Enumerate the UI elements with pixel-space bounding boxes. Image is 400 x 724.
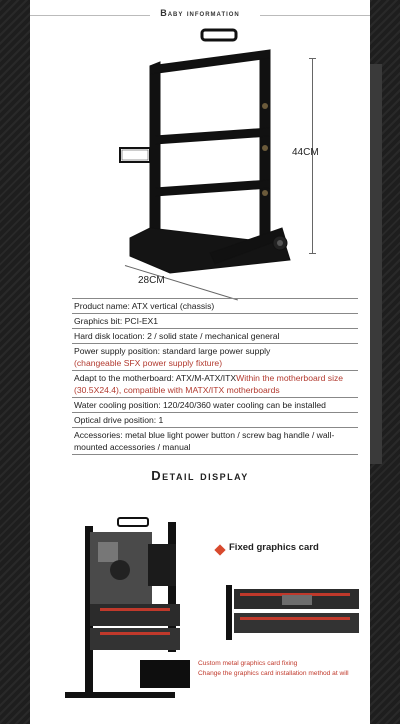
right-scroll-bar — [370, 64, 382, 464]
graphics-card-closeup-photo — [222, 585, 367, 640]
spec-row — [72, 371, 358, 398]
header-rule-right — [260, 15, 370, 16]
open-frame-rack-image — [110, 28, 320, 288]
spec-row — [72, 329, 358, 344]
height-dimension-label: 44CM — [292, 147, 319, 158]
assembled-rig-photo — [60, 512, 205, 702]
spec-text: Optical drive position: 1 — [74, 415, 164, 425]
bullet-diamond-icon — [214, 544, 225, 555]
section-header — [30, 8, 370, 22]
spec-row — [72, 413, 358, 428]
spec-text: Product name: ATX vertical (chassis) — [74, 301, 215, 311]
detail-section-title: Detail display — [151, 468, 249, 483]
spec-row — [72, 298, 358, 314]
spec-row — [72, 344, 358, 371]
spec-text: Hard disk location: 2 / solid state / mechanical general — [74, 331, 280, 341]
spec-text: Accessories: metal blue light power button / screw bag handle / wall-mounted accessories / manual — [74, 430, 335, 452]
spec-row — [72, 428, 358, 455]
width-dimension-label: 28CM — [138, 275, 165, 286]
spec-row — [72, 314, 358, 329]
spec-row — [72, 398, 358, 413]
caption-line-1: Custom metal graphics card fixing — [198, 660, 298, 667]
feature-label: Fixed graphics card — [229, 542, 319, 553]
caption-line-2: Change the graphics card installation method at will — [198, 670, 349, 677]
spec-note: (changeable SFX power supply fixture) — [74, 358, 223, 368]
section-title: Baby information — [160, 8, 240, 18]
spec-table — [72, 298, 358, 455]
content-column — [30, 0, 370, 724]
left-texture-band — [0, 0, 30, 724]
spec-text: Water cooling position: 120/240/360 water cooling can be installed — [74, 400, 326, 410]
spec-text: Graphics bit: PCI-EX1 — [74, 316, 159, 326]
spec-note: Within the motherboard size (30.5X24.4), compatible with MATX/ITX motherboards — [74, 373, 344, 395]
spec-text: Adapt to the motherboard: ATX/M-ATX/ITX — [74, 373, 237, 383]
spec-text: Power supply position: standard large power supply — [74, 346, 271, 356]
